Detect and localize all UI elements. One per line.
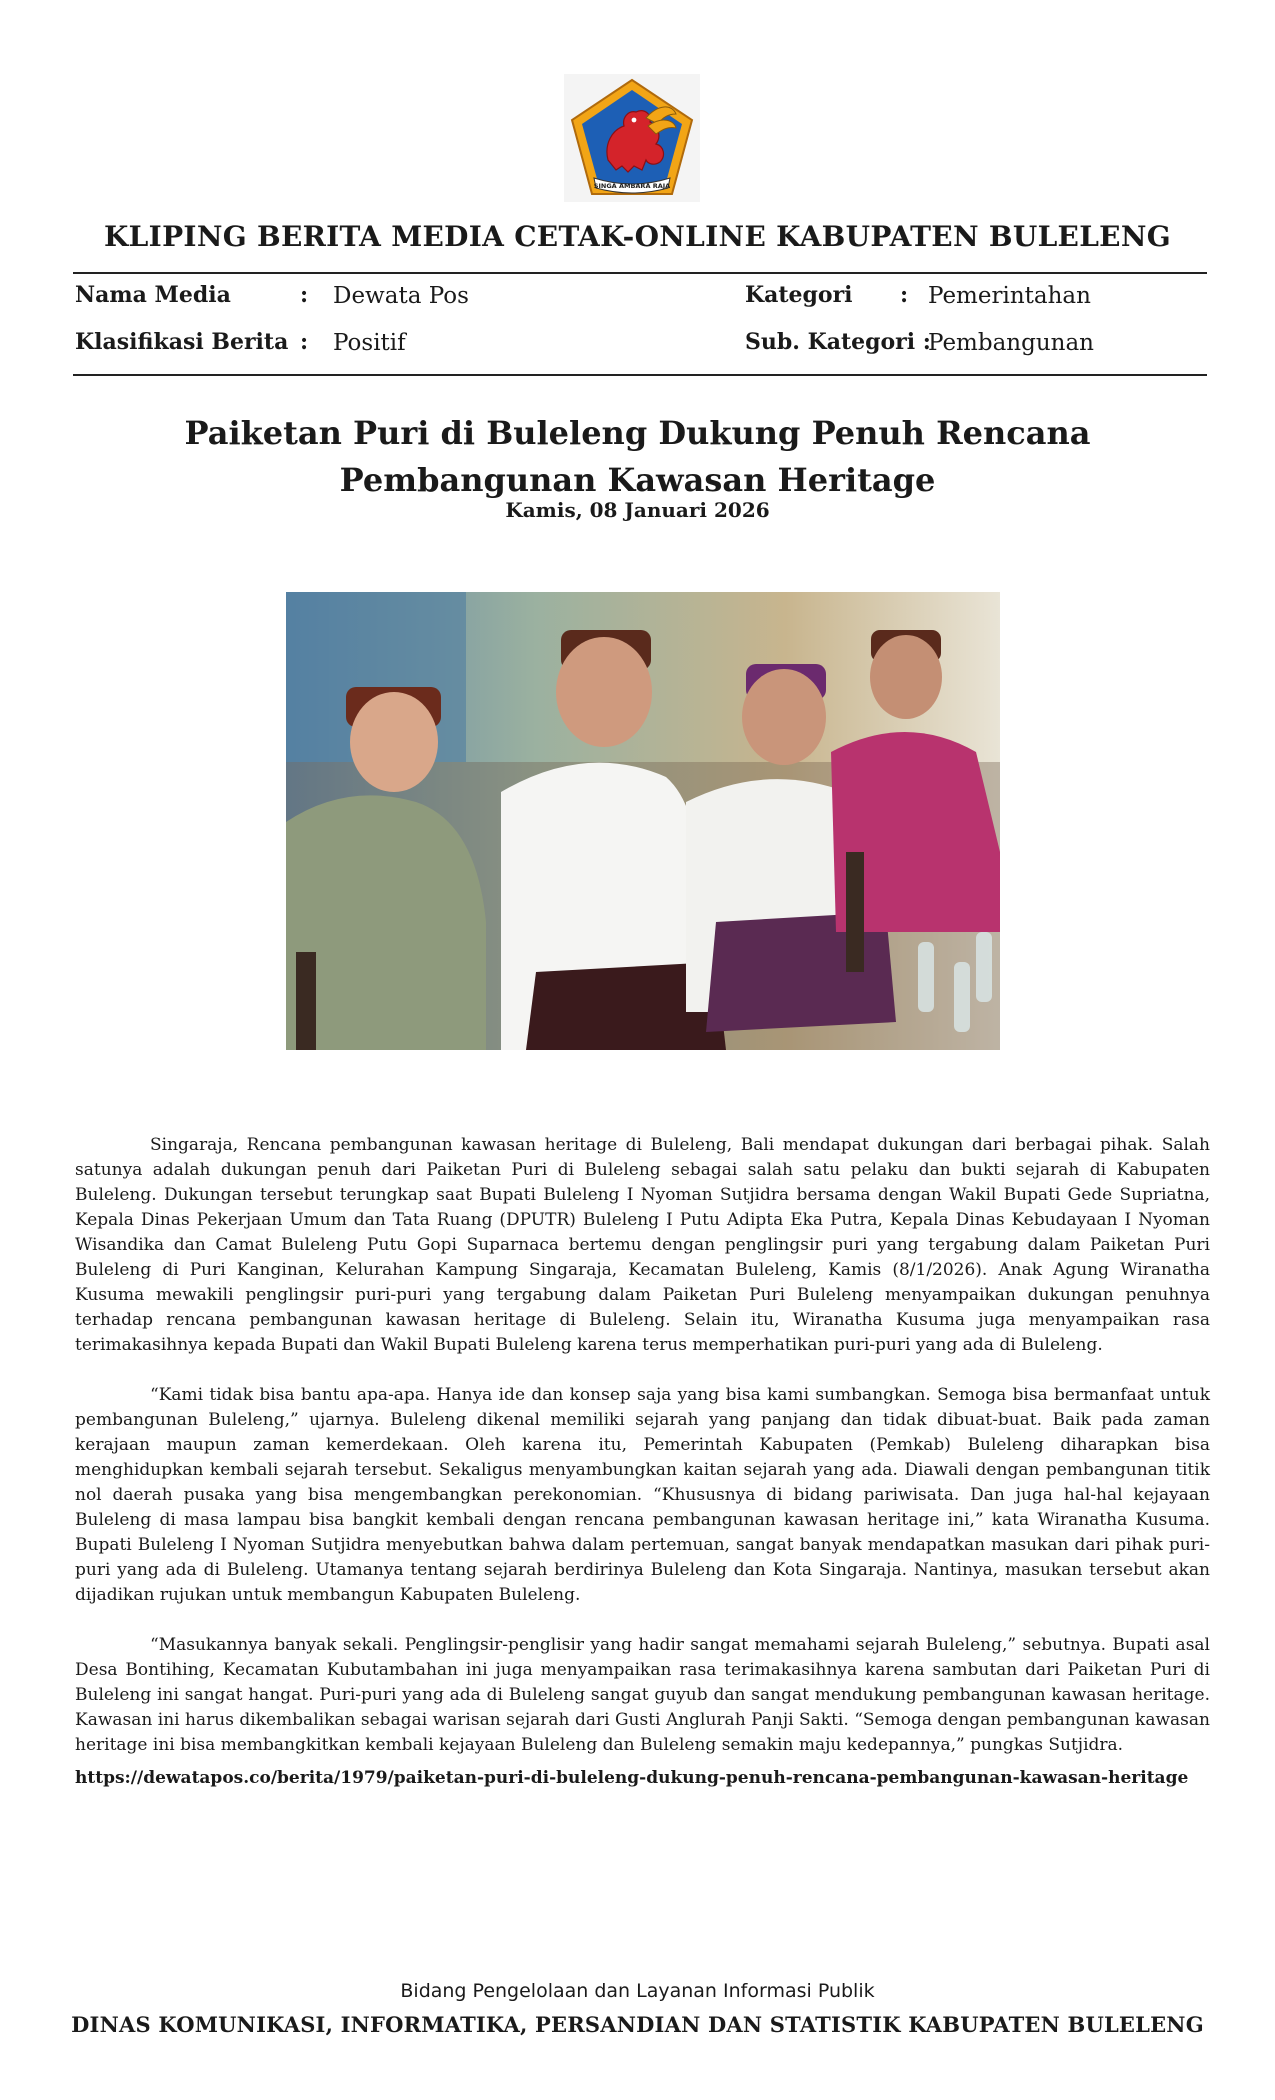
divider-top <box>73 272 1207 274</box>
divider-bottom <box>73 374 1207 376</box>
source-url: https://dewatapos.co/berita/1979/paiketan-puri-di-buleleng-dukung-penuh-rencana-pembangunan-kawasan-heritage <box>75 1768 1189 1788</box>
article-body <box>75 1133 1210 1783</box>
klasifikasi-berita-colon: : <box>300 329 309 355</box>
article-date: Kamis, 08 Januari 2026 <box>505 498 770 522</box>
footer-agency: DINAS KOMUNIKASI, INFORMATIKA, PERSANDIAN DAN STATISTIK KABUPATEN BULELENG <box>71 2012 1204 2037</box>
article-title: Paiketan Puri di Buleleng Dukung Penuh Rencana Pembangunan Kawasan Heritage <box>184 414 1091 499</box>
klasifikasi-berita-label: Klasifikasi Berita <box>75 329 289 355</box>
sub-kategori-label: Sub. Kategori : <box>745 329 931 355</box>
nama-media-label: Nama Media <box>75 282 231 308</box>
article-paragraph: Singaraja, Rencana pembangunan kawasan heritage di Buleleng, Bali mendapat dukungan dari berbagai pihak. Salah satunya adalah dukungan penuh dari Paiketan Puri di Buleleng sebagai salah satu pelaku dan bukti sejarah di Kabupaten Buleleng. Dukungan tersebut terungkap saat Bupati Buleleng I Nyoman Sutjidra bersama dengan Wakil Bupati Gede Supriatna, Kepala Dinas Pekerjaan Umum dan Tata Ruang (DPUTR) Buleleng I Putu Adipta Eka Putra, Kepala Dinas Kebudayaan I Nyoman Wisandika dan Camat Buleleng Putu Gopi Suparnaca bertemu dengan penglingsir puri yang tergabung dalam Paiketan Puri Buleleng di Puri Kanginan, Kelurahan Kampung Singaraja, Kecamatan Buleleng, Kamis (8/1/2026). Anak Agung Wiranatha Kusuma mewakili penglingsir puri-puri yang tergabung dalam Paiketan Puri Buleleng menyampaikan dukungan penuhnya terhadap rencana pembangunan kawasan heritage di Buleleng. Selain itu, Wiranatha Kusuma juga menyampaikan rasa terimakasihnya kepada Bupati dan Wakil Bupati Buleleng karena terus memperhatikan puri-puri yang ada di Buleleng. <box>75 1135 1210 1355</box>
article-paragraph: “Kami tidak bisa bantu apa-apa. Hanya ide dan konsep saja yang bisa kami sumbangkan. Semoga bisa bermanfaat untuk pembangunan Buleleng,” ujarnya. Buleleng dikenal memiliki sejarah yang panjang dan tidak dibuat-buat. Baik pada zaman kerajaan maupun zaman kemerdekaan. Oleh karena itu, Pemerintah Kabupaten (Pemkab) Buleleng diharapkan bisa menghidupkan kembali sejarah tersebut. Sekaligus menyambungkan kaitan sejarah yang ada. Diawali dengan pembangunan titik nol daerah pusaka yang bisa mengembangkan perekonomian. “Khususnya di bidang pariwisata. Dan juga hal-hal kejayaan Buleleng di masa lampau bisa bangkit kembali dengan rencana pembangunan kawasan heritage ini,” kata Wiranatha Kusuma. Bupati Buleleng I Nyoman Sutjidra menyebutkan bahwa dalam pertemuan, sangat banyak mendapatkan masukan dari pihak puri-puri yang ada di Buleleng. Utamanya tentang sejarah berdirinya Buleleng dan Kota Singaraja. Nantinya, masukan tersebut akan dijadikan rujukan untuk membangun Kabupaten Buleleng. <box>75 1385 1210 1605</box>
svg-text:SINGA AMBARA RAJA: SINGA AMBARA RAJA <box>593 182 671 190</box>
sub-kategori-value: Pembangunan <box>928 330 1094 356</box>
kategori-value: Pemerintahan <box>928 283 1091 309</box>
nama-media-value: Dewata Pos <box>333 283 469 309</box>
klasifikasi-berita-value: Positif <box>333 330 406 356</box>
article-paragraph: “Masukannya banyak sekali. Penglingsir-penglisir yang hadir sangat memahami sejarah Buleleng,” sebutnya. Bupati asal Desa Bontihing, Kecamatan Kubutambahan ini juga menyampaikan rasa terimakasihnya karena sambutan dari Paiketan Puri di Buleleng ini sangat hangat. Puri-puri yang ada di Buleleng sangat guyub dan sangat mendukung pembangunan kawasan heritage. Kawasan ini harus dikembalikan sebagai warisan sejarah dari Gusti Anglurah Panji Sakti. “Semoga dengan pembangunan kawasan heritage ini bisa membangkitkan kembali kejayaan Buleleng dan Buleleng semakin maju kedepannya,” pungkas Sutjidra. <box>75 1635 1210 1755</box>
singa-ambara-raja-emblem-icon <box>564 74 700 202</box>
article-photo <box>286 592 1000 1050</box>
kategori-label: Kategori <box>745 282 853 308</box>
document-heading: KLIPING BERITA MEDIA CETAK-ONLINE KABUPATEN BULELENG <box>104 220 1171 253</box>
footer-division: Bidang Pengelolaan dan Layanan Informasi Publik <box>400 1980 875 2002</box>
nama-media-colon: : <box>300 282 309 308</box>
kategori-colon: : <box>900 282 909 308</box>
